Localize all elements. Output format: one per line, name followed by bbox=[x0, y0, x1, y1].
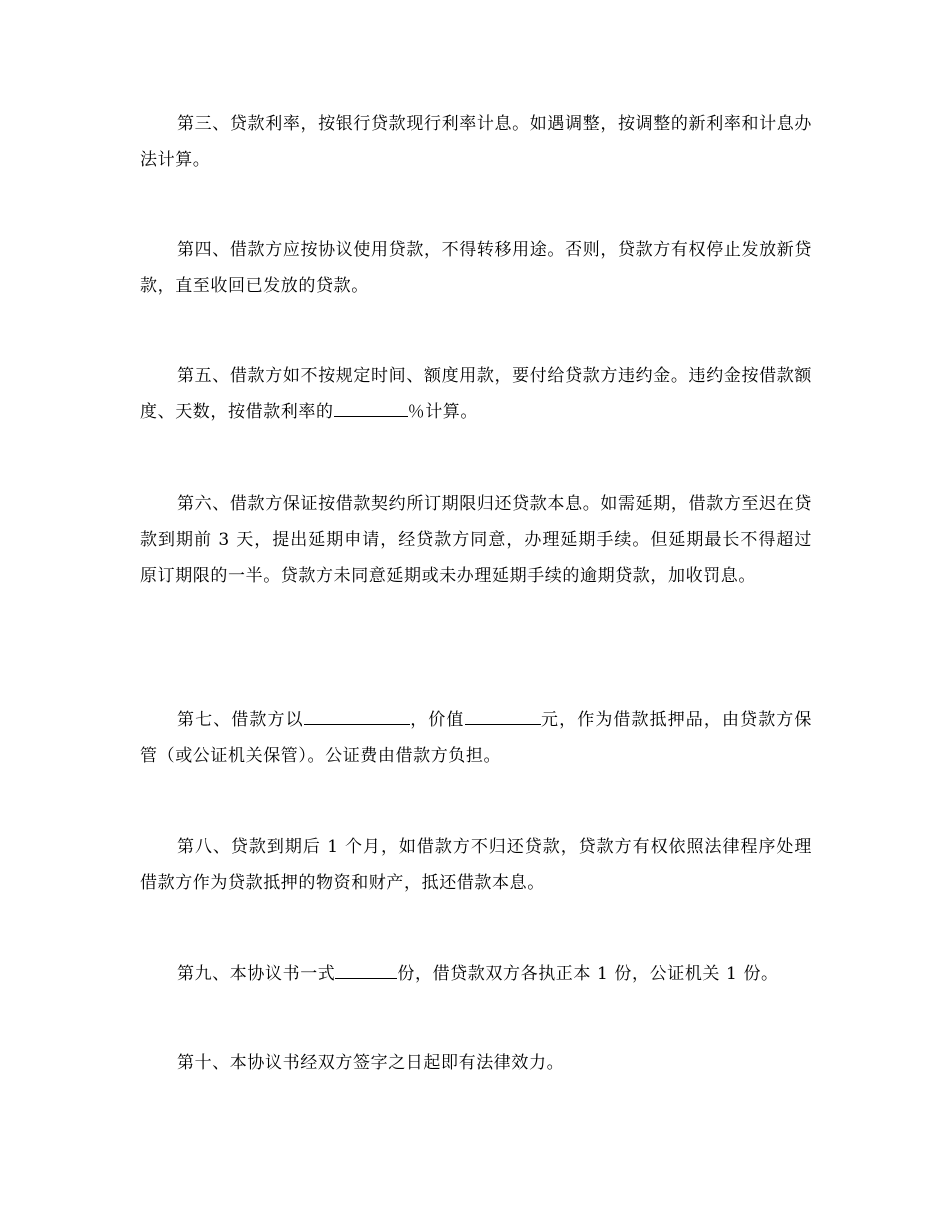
fill-blank-rate bbox=[334, 398, 408, 417]
clause-6-text: 第六、借款方保证按借款契约所订期限归还贷款本息。如需延期，借款方至迟在贷款到期前 3 天，提出延期申请，经贷款方同意，办理延期手续。但延期最长不得超过原订期限的一半。贷款方未同意延期或未办理延期手续的逾期贷款，加收罚息。 bbox=[140, 494, 812, 586]
clause-9 bbox=[140, 956, 812, 992]
clause-3 bbox=[140, 106, 812, 178]
clause-10-text: 第十、本协议书经双方签字之日起即有法律效力。 bbox=[177, 1053, 565, 1073]
clause-8 bbox=[140, 829, 812, 901]
clause-7-text-part2: ，价值 bbox=[409, 710, 465, 730]
clause-8-text: 第八、贷款到期后 1 个月，如借款方不归还贷款，贷款方有权依照法律程序处理借款方作为贷款抵押的物资和财产，抵还借款本息。 bbox=[140, 837, 812, 893]
fill-blank-copies bbox=[335, 960, 397, 979]
clause-10 bbox=[140, 1045, 812, 1081]
clause-5-text-part1: 第五、借款方如不按规定时间、额度用款，要付给贷款方违约金。违约金按借款额度、天数，按借款利率的 bbox=[140, 366, 812, 422]
clause-7-text-part3: 元，作为借款抵押品，由贷款方保管（或公证机关保管）。公证费由借款方负担。 bbox=[140, 710, 813, 766]
clause-7 bbox=[140, 702, 812, 774]
clause-5 bbox=[140, 358, 812, 430]
clause-6 bbox=[140, 486, 812, 594]
clause-5-text-part2: ％计算。 bbox=[407, 402, 479, 422]
clause-3-text: 第三、贷款利率，按银行贷款现行利率计息。如遇调整，按调整的新利率和计息办法计算。 bbox=[140, 114, 812, 170]
clause-7-text-part1: 第七、借款方以 bbox=[177, 710, 304, 730]
clause-9-text-part1: 第九、本协议书一式 bbox=[177, 964, 336, 984]
clause-9-text-part2: 份，借贷款双方各执正本 1 份，公证机关 1 份。 bbox=[397, 964, 779, 984]
clause-4 bbox=[140, 232, 812, 304]
fill-blank-value bbox=[465, 706, 541, 725]
fill-blank-collateral bbox=[304, 706, 410, 725]
clause-4-text: 第四、借款方应按协议使用贷款，不得转移用途。否则，贷款方有权停止发放新贷款，直至收回已发放的贷款。 bbox=[140, 240, 812, 296]
